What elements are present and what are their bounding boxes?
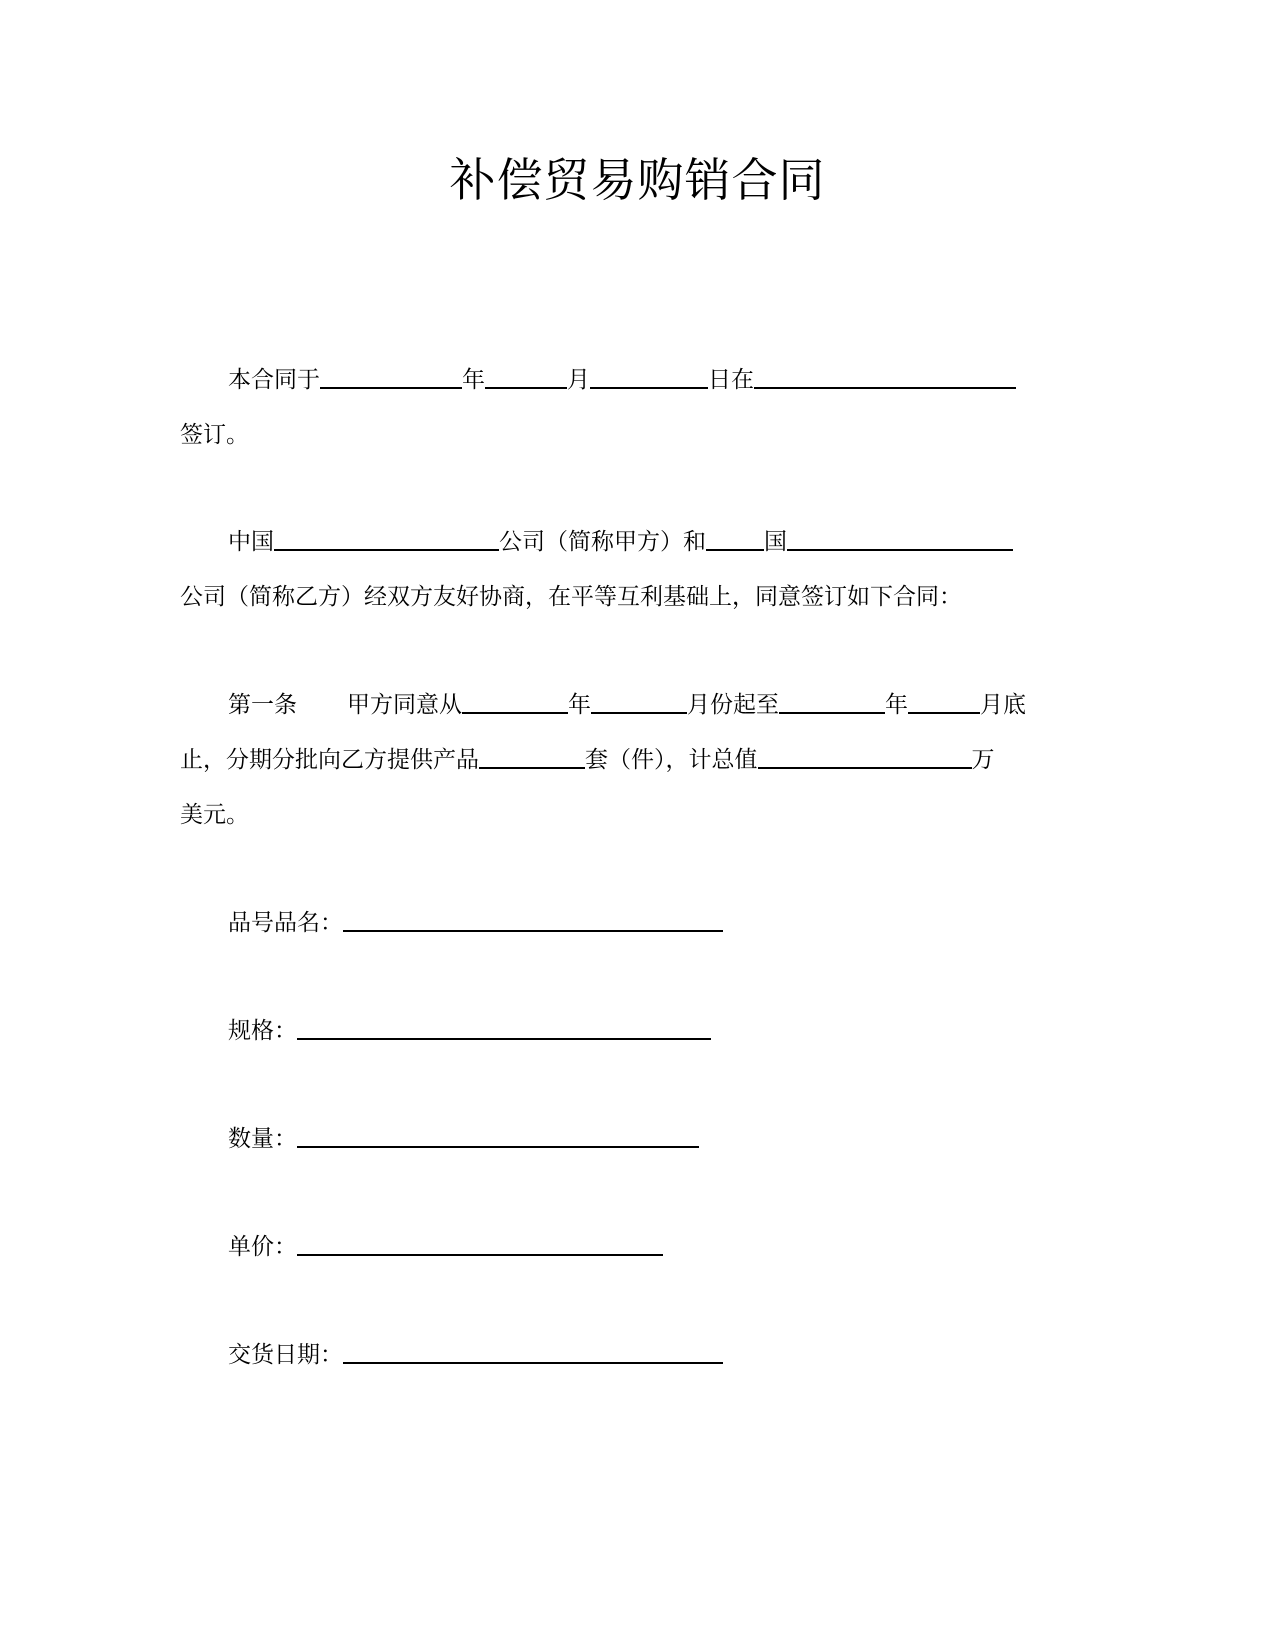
party-a-label: 公司（简称甲方）和	[499, 529, 706, 555]
location-blank[interactable]	[754, 361, 1016, 389]
article1-line-2	[180, 735, 995, 775]
total-value-blank[interactable]	[758, 741, 972, 769]
spec-label: 规格：	[228, 1018, 297, 1044]
quantity-blank[interactable]	[297, 1120, 699, 1148]
parties-line	[228, 517, 1013, 557]
article1-line-3	[180, 790, 249, 830]
end-month-blank[interactable]	[908, 686, 980, 714]
sets-label: 套（件），计总值	[585, 747, 758, 773]
unit-price-label: 单价：	[228, 1234, 297, 1260]
supply-label: 止，分期分批向乙方提供产品	[180, 747, 479, 773]
article1-from-label: 甲方同意从	[347, 692, 462, 718]
delivery-date-label: 交货日期：	[228, 1342, 343, 1368]
ten-thousand-label: 万	[971, 747, 995, 773]
contract-date-line	[228, 355, 1016, 395]
china-label: 中国	[228, 529, 274, 555]
party-b-company-blank[interactable]	[787, 523, 1013, 551]
end-year-label: 年	[885, 692, 908, 718]
start-month-label: 月份起至	[687, 692, 779, 718]
quantity-label: 数量：	[228, 1126, 297, 1152]
party-b-text: 公司（简称乙方）经双方友好协商，在平等互利基础上，同意签订如下合同：	[180, 584, 962, 610]
day-blank[interactable]	[590, 361, 708, 389]
party-b-country-blank[interactable]	[706, 523, 764, 551]
year-label: 年	[462, 367, 485, 393]
day-location-label: 日在	[708, 367, 754, 393]
spec-blank[interactable]	[297, 1012, 711, 1040]
unit-price-blank[interactable]	[297, 1228, 663, 1256]
signed-line	[180, 410, 249, 450]
start-month-blank[interactable]	[591, 686, 687, 714]
date-prefix: 本合同于	[228, 367, 320, 393]
product-name-blank[interactable]	[343, 904, 723, 932]
product-name-field	[228, 898, 723, 938]
sets-blank[interactable]	[479, 741, 585, 769]
start-year-label: 年	[568, 692, 591, 718]
document-title: 补偿贸易购销合同	[449, 153, 826, 207]
country-label: 国	[764, 529, 787, 555]
unit-price-field	[228, 1222, 663, 1262]
delivery-date-field	[228, 1330, 723, 1370]
party-a-company-blank[interactable]	[274, 523, 499, 551]
parties-line-2	[180, 572, 962, 612]
year-blank[interactable]	[320, 361, 462, 389]
month-blank[interactable]	[485, 361, 567, 389]
signed-text: 签订。	[180, 422, 249, 448]
end-year-blank[interactable]	[779, 686, 885, 714]
start-year-blank[interactable]	[462, 686, 568, 714]
end-month-label: 月底	[980, 692, 1026, 718]
article1-heading: 第一条	[228, 692, 297, 718]
spec-field	[228, 1006, 711, 1046]
product-name-label: 品号品名：	[228, 910, 343, 936]
quantity-field	[228, 1114, 699, 1154]
usd-label: 美元。	[180, 802, 249, 828]
delivery-date-blank[interactable]	[343, 1336, 723, 1364]
article1-line-1	[228, 680, 1026, 720]
month-label: 月	[567, 367, 590, 393]
